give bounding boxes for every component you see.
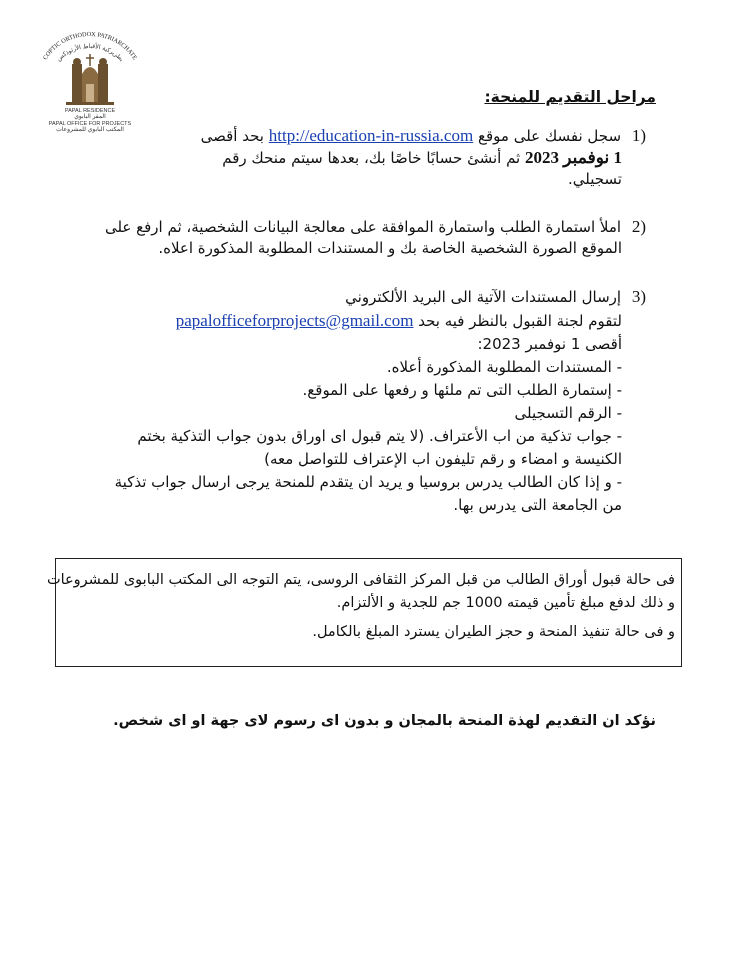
step-3-line1: إرسال المستندات الآتية الى البريد الألكتروني (345, 288, 622, 306)
logo-line3: PAPAL OFFICE FOR PROJECTS (48, 120, 132, 127)
page-title: مراحل التقديم للمنحة: (484, 88, 656, 106)
step-1-number: (1 (631, 126, 646, 145)
step-3-bullet-4: - جواب تذكية من اب الأعتراف. (لا يتم قبول اى اوراق بدون جواب التذكية بختم (137, 427, 622, 445)
step-2 (42, 216, 646, 259)
logo-line2: المقر البابوي (74, 114, 106, 121)
step-1-text-b: بحد أقصى (200, 127, 264, 145)
logo-line4: المكتب البابوي للمشروعات (56, 127, 124, 134)
step-3-after-email: لتقوم لجنة القبول بالنظر فيه بحد (418, 312, 622, 330)
church-emblem-icon (26, 24, 154, 114)
step-1-text-d: تسجيلي. (567, 170, 622, 188)
step-1-text-c: ثم أنشئ حسابًا خاصًا بك، بعدها سيتم منحك رقم (222, 149, 521, 167)
step-1-deadline: 1 نوفمبر 2023 (525, 148, 622, 167)
insurance-note-line1: فى حالة قبول أوراق الطالب من قبل المركز الثقافى الروسى، يتم التوجه الى المكتب البابوى للمشروعات (46, 572, 675, 588)
insurance-note-box (46, 558, 682, 667)
step-2-line1: املأ استمارة الطلب واستمارة الموافقة على معالجة البيانات الشخصية، ثم ارفع على (104, 218, 622, 236)
education-in-russia-link[interactable]: http://education-in-russia.com (268, 126, 474, 145)
step-2-number: (2 (631, 217, 646, 236)
papal-office-email-link[interactable]: papalofficeforprojects@gmail.com (175, 311, 414, 330)
step-3-bullet-3: - الرقم التسجيلى (514, 404, 622, 422)
step-3-number: (3 (631, 287, 646, 306)
logo-line1: PAPAL RESIDENCE (64, 108, 116, 114)
logo-arc-text-ar: بطريركية الأقباط الأرثوذكس (55, 42, 125, 63)
step-2-line2: الموقع الصورة الشخصية الخاصة بك و المستندات المطلوبة المذكورة اعلاه. (158, 239, 622, 257)
step-1-text-a: سجل نفسك على موقع (477, 127, 622, 145)
step-1 (122, 125, 646, 190)
step-3 (42, 285, 646, 517)
step-3-line3: أقصى 1 نوفمبر 2023: (477, 335, 622, 353)
insurance-note-line3: و فى حالة تنفيذ المنحة و حجز الطيران يسترد المبلغ بالكامل. (312, 624, 675, 640)
free-application-note: نؤكد ان التقديم لهذة المنحة بالمجان و بدون اى رسوم لاى جهة او اى شخص. (113, 713, 656, 729)
insurance-note-line2: و ذلك لدفع مبلغ تأمين قيمته 1000 جم للجدية و الألتزام. (336, 595, 675, 611)
logo-arc-text: COPTIC ORTHODOX PATRIARCHATE (41, 30, 139, 62)
step-3-bullet-1: - المستندات المطلوبة المذكورة أعلاه. (386, 358, 622, 376)
step-3-bullet-5: - و إذا كان الطالب يدرس بروسيا و يريد ان يتقدم للمنحة يرجى ارسال جواب تذكية (114, 473, 622, 491)
step-3-bullet-5-cont: من الجامعة التى يدرس بها. (453, 496, 622, 514)
step-3-bullet-4-cont: الكنيسة و امضاء و رقم تليفون اب الإعتراف للتواصل معه) (264, 450, 622, 468)
step-3-bullet-2: - إستمارة الطلب التى تم ملئها و رفعها على الموقع. (302, 381, 622, 399)
